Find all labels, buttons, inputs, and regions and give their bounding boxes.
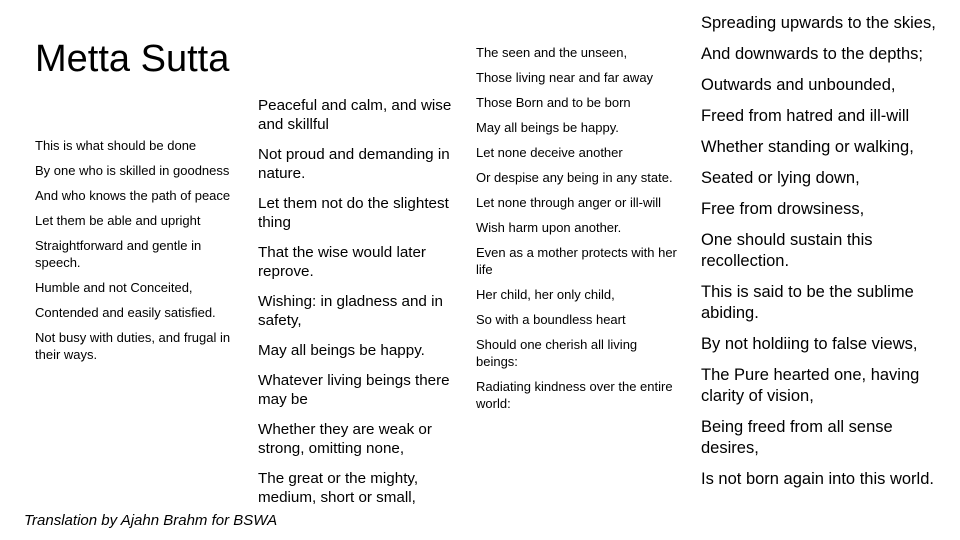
verse-line: Humble and not Conceited,	[35, 280, 193, 295]
verse-line: Being freed from all sense desires,	[701, 418, 893, 457]
verse-line: Contended and easily satisfied.	[35, 305, 216, 320]
verse-line: May all beings be happy.	[476, 120, 619, 135]
verse-line: Whether they are weak or strong, omitting none,	[258, 421, 432, 457]
verse-line: The seen and the unseen,	[476, 45, 628, 60]
verse-line: That the wise would later reprove.	[258, 244, 426, 280]
verse-line: Even as a mother protects with her life	[476, 245, 677, 277]
verse-line: Wish harm upon another.	[476, 220, 622, 235]
verse-line: Or despise any being in any state.	[476, 170, 673, 185]
verse-line: Free from drowsiness,	[701, 200, 865, 218]
verse-line: Peaceful and calm, and wise and skillful	[258, 97, 452, 133]
verse-line: Freed from hatred and ill-will	[701, 107, 910, 125]
verse-column-1	[35, 137, 245, 371]
verse-line: One should sustain this recollection.	[701, 231, 873, 270]
verse-line: The Pure hearted one, having clarity of vision,	[701, 366, 920, 405]
translation-credit: Translation by Ajahn Brahm for BSWA	[24, 512, 278, 529]
verse-line: Not proud and demanding in nature.	[258, 146, 450, 182]
verse-line: Radiating kindness over the entire world:	[476, 379, 673, 411]
verse-line: Let them be able and upright	[35, 213, 201, 228]
verse-line: Whatever living beings there may be	[258, 372, 450, 408]
verse-line: This is said to be the sublime abiding.	[701, 283, 914, 322]
verse-column-4	[701, 13, 951, 500]
verse-line: Straightforward and gentle in speech.	[35, 238, 202, 270]
verse-line: So with a boundless heart	[476, 312, 626, 327]
verse-line: Those Born and to be born	[476, 95, 631, 110]
verse-line: Should one cherish all living beings:	[476, 337, 638, 369]
verse-column-3	[476, 44, 681, 420]
verse-line: Wishing: in gladness and in safety,	[258, 293, 443, 329]
verse-line: And downwards to the depths;	[701, 45, 923, 63]
slide-title: Metta Sutta	[35, 38, 230, 80]
verse-line: This is what should be done	[35, 138, 197, 153]
verse-line: May all beings be happy.	[258, 342, 425, 359]
verse-column-2	[258, 96, 458, 518]
verse-line: Let none deceive another	[476, 145, 623, 160]
verse-line: By not holdiing to false views,	[701, 335, 918, 353]
verse-line: Her child, her only child,	[476, 287, 615, 302]
verse-line: Not busy with duties, and frugal in their ways.	[35, 330, 231, 362]
verse-line: Whether standing or walking,	[701, 138, 914, 156]
verse-line: By one who is skilled in goodness	[35, 163, 230, 178]
verse-line: And who knows the path of peace	[35, 188, 231, 203]
verse-line: Let them not do the slightest thing	[258, 195, 449, 231]
verse-line: Those living near and far away	[476, 70, 654, 85]
verse-line: Is not born again into this world.	[701, 470, 934, 488]
verse-line: Seated or lying down,	[701, 169, 860, 187]
verse-line: Outwards and unbounded,	[701, 76, 896, 94]
verse-line: Let none through anger or ill-will	[476, 195, 661, 210]
verse-line: Spreading upwards to the skies,	[701, 14, 936, 32]
verse-line: The great or the mighty, medium, short or small,	[258, 470, 419, 506]
